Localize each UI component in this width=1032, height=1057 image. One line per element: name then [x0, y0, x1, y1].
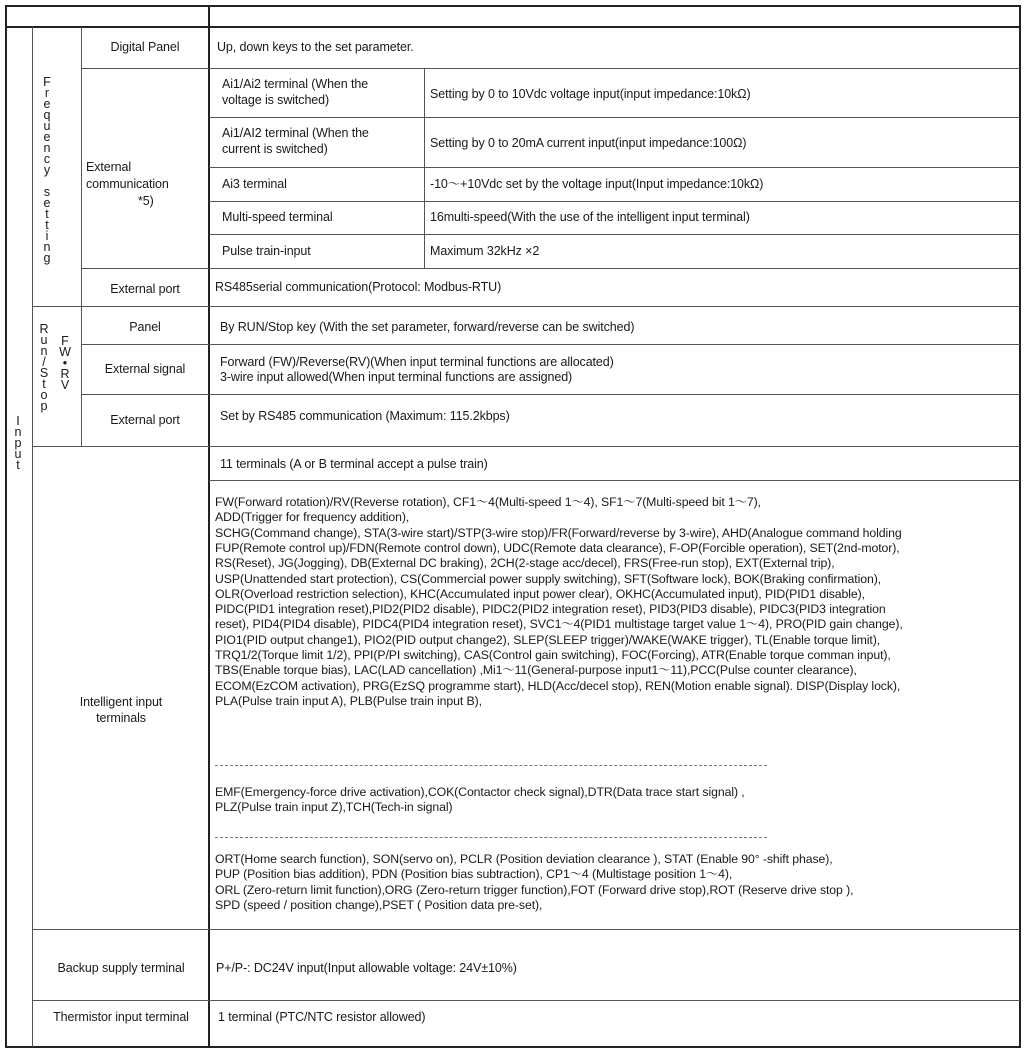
terminal-label: Ai1/Ai2 terminal (When the — [222, 77, 369, 91]
function-line: USP(Unattended start protection), CS(Commercial power supply switching), SFT(Software lock), BOK(Braking confirmation), — [215, 571, 882, 586]
digital-panel-label: Digital Panel — [110, 40, 180, 54]
terminal-value: Setting by 0 to 20mA current input(input impedance:100Ω) — [430, 136, 747, 150]
backup-supply-label: Backup supply terminal — [57, 961, 185, 975]
function-line: OLR(Overload restriction selection), KHC(Accumulated input power clear), OKHC(Accumulated input), PID(PID1 disable), — [215, 586, 865, 601]
digital-panel-value: Up, down keys to the set parameter. — [217, 40, 414, 54]
run-external-port-value: Set by RS485 communication (Maximum: 115.2kbps) — [220, 409, 510, 423]
function-line: PIDC(PID1 integration reset),PID2(PID2 disable), PIDC2(PID2 integration reset), PID3(PID3 disable), PIDC3(PID3 integration — [215, 602, 886, 617]
intelligent-input-label-1: Intelligent input — [79, 695, 163, 709]
external-communication-label-1: External — [86, 160, 132, 174]
external-signal-value-1: Forward (FW)/Reverse(RV)(When input terminal functions are allocated) — [220, 355, 614, 369]
function-line: ECOM(EzCOM activation), PRG(EzSQ programme start), HLD(Acc/decel stop), REN(Motion enable signal). DISP(Display lock), — [215, 678, 901, 693]
function-line: PUP (Position bias addition), PDN (Position bias subtraction), CP1～4 (Multistage position 1～4), — [215, 867, 733, 882]
intelligent-input-count: 11 terminals (A or B terminal accept a pulse train) — [220, 457, 488, 471]
thermistor-value: 1 terminal (PTC/NTC resistor allowed) — [218, 1010, 426, 1024]
function-line: FW(Forward rotation)/RV(Reverse rotation), CF1～4(Multi-speed 1～4), SF1～7(Multi-speed bit 1～7), — [215, 495, 761, 509]
thermistor-label: Thermistor input terminal — [53, 1010, 189, 1024]
function-line: ADD(Trigger for frequency addition), — [215, 510, 410, 525]
terminal-value: 16multi-speed(With the use of the intelligent input terminal) — [430, 210, 750, 224]
terminal-label-cont: voltage is switched) — [222, 93, 330, 107]
function-line: ORL (Zero-return limit function),ORG (Zero-return trigger function),FOT (Forward drive stop),ROT (Reserve drive stop ), — [215, 882, 854, 897]
external-signal-label: External signal — [104, 362, 186, 376]
function-line: PLA(Pulse train input A), PLB(Pulse train input B), — [215, 693, 482, 708]
function-line: TRQ1/2(Torque limit 1/2), PPI(P/PI switching), CAS(Control gain switching), FOC(Forcing), ATR(Enable torque comman input), — [215, 648, 891, 662]
function-line: reset), PID4(PID4 disable), PIDC4(PID4 integration reset), SVC1～4(PID1 multistage target value 1～4), PRO(PID gain change), — [215, 617, 903, 632]
function-line: FUP(Remote control up)/FDN(Remote control down), UDC(Remote data clearance), F-OP(Forcible operation), SET(2nd-motor), — [215, 540, 900, 555]
function-line: SPD (speed / position change),PSET ( Position data pre-set), — [215, 897, 543, 912]
fw-rv-label: F W • R V — [59, 334, 71, 392]
terminal-label: Ai3 terminal — [222, 177, 287, 191]
divider-dotted-2 — [215, 837, 767, 838]
function-line: PIO1(PID output change1), PIO2(PID output change2), SLEP(SLEEP trigger)/WAKE(WAKE trigger), TL(Enable torque limit), — [215, 632, 881, 647]
panel-label: Panel — [129, 320, 161, 334]
terminal-value: Maximum 32kHz ×2 — [430, 244, 540, 258]
function-line: SCHG(Command change), STA(3-wire start)/STP(3-wire stop)/FR(Forward/reverse by 3-wire), AHD(Analogue command holding — [215, 525, 902, 540]
external-communication-label-2: communication — [86, 177, 169, 191]
terminal-label: Pulse train-input — [222, 244, 311, 258]
input-group-label: I n p u t — [14, 414, 22, 472]
terminal-label: Ai1/AI2 terminal (When the — [222, 126, 369, 140]
function-line: EMF(Emergency-force drive activation),COK(Contactor check signal),DTR(Data trace start signal) , — [215, 785, 745, 799]
function-line: ORT(Home search function), SON(servo on), PCLR (Position deviation clearance ), STAT (Enable 90° -shift phase), — [215, 852, 833, 866]
function-line: PLZ(Pulse train input Z),TCH(Tech-in signal) — [215, 800, 453, 815]
function-line: TBS(Enable torque bias), LAC(LAD cancellation) ,Mi1～11(General-purpose input1～11),PCC(Pulse counter clearance), — [215, 663, 857, 678]
terminal-label: Multi-speed terminal — [222, 210, 333, 224]
external-communication-note: *5) — [138, 194, 154, 208]
divider-dotted-1 — [215, 765, 767, 766]
frequency-setting-label: F r e q u e n c y s e t t i n g — [43, 75, 51, 265]
terminal-value: Setting by 0 to 10Vdc voltage input(input impedance:10kΩ) — [430, 87, 751, 101]
backup-supply-value: P+/P-: DC24V input(Input allowable voltage: 24V±10%) — [216, 961, 517, 975]
terminal-value: -10～+10Vdc set by the voltage input(Input impedance:10kΩ) — [430, 177, 764, 191]
freq-external-port-label: External port — [110, 282, 180, 296]
external-signal-value-2: 3-wire input allowed(When input terminal functions are assigned) — [220, 370, 573, 384]
run-stop-label: R u n / S t o p — [39, 322, 49, 413]
terminal-label-cont: current is switched) — [222, 142, 328, 156]
freq-external-port-value: RS485serial communication(Protocol: Modbus-RTU) — [215, 280, 502, 294]
run-external-port-label: External port — [110, 413, 180, 427]
intelligent-input-label-2: terminals — [96, 711, 146, 725]
function-line: RS(Reset), JG(Jogging), DB(External DC braking), 2CH(2-stage acc/decel), FRS(Free-run stop), EXT(External trip), — [215, 556, 835, 571]
panel-value: By RUN/Stop key (With the set parameter, forward/reverse can be switched) — [220, 320, 635, 334]
